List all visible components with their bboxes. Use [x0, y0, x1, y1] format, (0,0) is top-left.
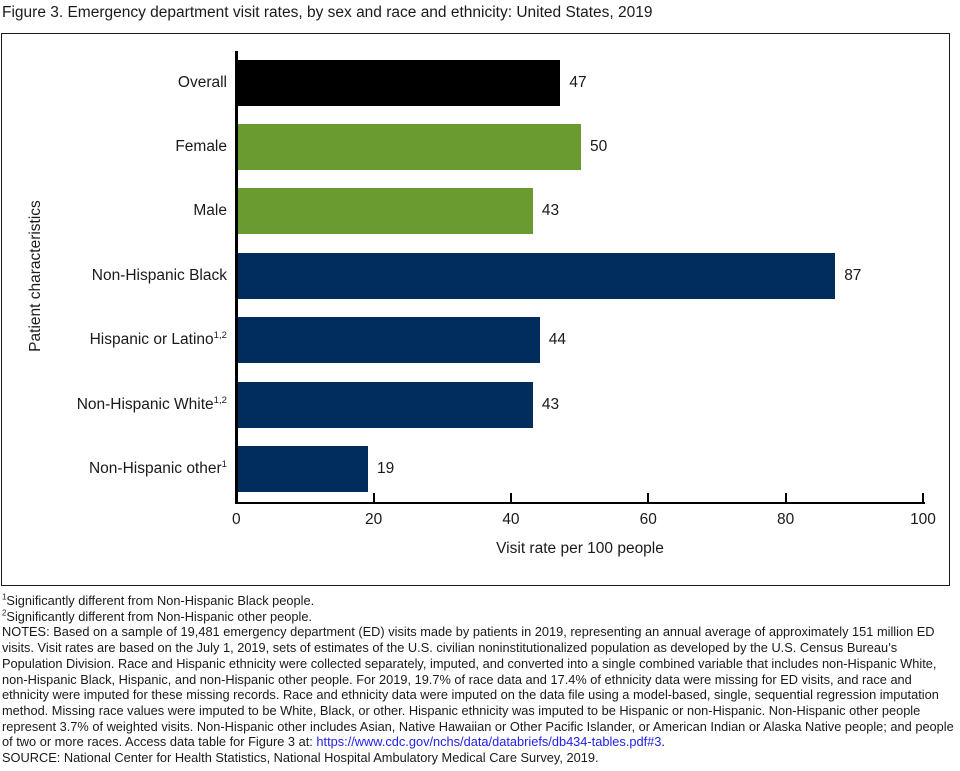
x-axis-tick [235, 493, 237, 502]
category-label: Non-Hispanic White$^{1,2}$ [76, 394, 227, 413]
notes-text-after-link: . [661, 734, 665, 750]
x-axis-line [235, 502, 925, 505]
x-axis-tick-label: 40 [502, 511, 520, 528]
notes-text: NOTES: Based on a sample of 19,481 emergency department (ED) visits made by patients in 2019, representing an annual average of approximately 151 million ED visits. Visit rates are based on the July 1, 2019, sets of estimates of the U.S. civilian noninstitutionalized population as developed by the U.S. Census Bureau’s Population Division. Race and Hispanic ethnicity were collected separately, imputed, and converted into a single combined variable that includes non-Hispanic White, non-Hispanic Black, Hispanic, and non-Hispanic other people. For 2019, 19.7% of race data and 17.4% of ethnicity data were missing for ED visits, and race and ethnicity were imputed for these missing records. Race and ethnicity data were imputed on the data file using a model-based, single, sequential regression imputation method. Missing race values were imputed to be White, Black, or other. Hispanic ethnicity was imputed to be Hispanic or non-Hispanic. Non-Hispanic other people represent 3.7% of weighted visits. Non-Hispanic other includes Asian, Native Hawaiian or Other Pacific Islander, or American Indian or Alaska Native people; and people of two or more races. Access data table for Figure 3 at: [2, 624, 954, 750]
category-label: Non-Hispanic other$^1$ [88, 458, 227, 477]
footnote-2-marker: 2 [2, 608, 7, 618]
x-axis-tick [373, 493, 375, 502]
x-axis-tick [922, 493, 924, 502]
bar-value-label: 47 [569, 73, 587, 91]
bar [238, 317, 540, 363]
bar-value-label: 44 [548, 331, 567, 349]
bar [238, 188, 533, 234]
x-axis-title: Visit rate per 100 people [496, 540, 664, 557]
footnote-1-text: Significantly different from Non-Hispanic Black people. [6, 593, 315, 608]
data-table-link[interactable]: https://www.cdc.gov/nchs/data/databriefs/db434-tables.pdf#3 [316, 734, 662, 750]
category-label: Male [193, 202, 227, 220]
bar [238, 60, 561, 106]
footnote-1 [2, 593, 958, 609]
bar [238, 446, 369, 492]
notes-paragraph [2, 624, 958, 750]
category-footnote-marker: 1,2 [213, 329, 227, 341]
bar-value-label: 43 [541, 202, 560, 220]
category-label: Hispanic or Latino$^{1,2}$ [89, 329, 227, 349]
x-axis-tick [510, 493, 512, 502]
source-line: SOURCE: National Center for Health Statistics, National Hospital Ambulatory Medical Care Survey, 2019. [2, 750, 599, 766]
category-label: Overall [177, 73, 227, 91]
x-axis-tick-label: 0 [231, 511, 241, 528]
category-footnote-marker: 1 [221, 458, 227, 470]
footnote-2-text: Significantly different from Non-Hispanic other people. [6, 608, 313, 624]
footnote-2 [2, 609, 958, 625]
x-axis-tick [785, 493, 787, 502]
footnotes [2, 593, 958, 766]
bar-value-label: 43 [541, 395, 560, 413]
bar [238, 253, 836, 299]
x-axis-tick-label: 60 [639, 511, 657, 528]
x-axis-tick-label: 80 [777, 511, 795, 528]
x-axis-tick-label: 20 [364, 511, 383, 528]
bar-value-label: 87 [844, 266, 862, 284]
bar [238, 124, 582, 170]
x-axis-tick-label: 100 [910, 511, 936, 528]
y-axis-title: Patient characteristics [27, 200, 44, 352]
category-footnote-marker: 1,2 [213, 394, 227, 406]
category-label: Non-Hispanic Black [91, 266, 227, 284]
x-axis-tick [647, 493, 649, 502]
category-label: Female [175, 137, 227, 155]
chart-frame [1, 33, 950, 586]
bar-value-label: 50 [590, 137, 608, 155]
figure-title: Figure 3. Emergency department visit rates, by sex and race and ethnicity: United States, 2019 [2, 4, 653, 21]
bar-value-label: 19 [377, 459, 395, 477]
y-axis-line [235, 51, 238, 505]
bar [238, 382, 533, 428]
footnote-1-marker: 1 [2, 592, 7, 602]
